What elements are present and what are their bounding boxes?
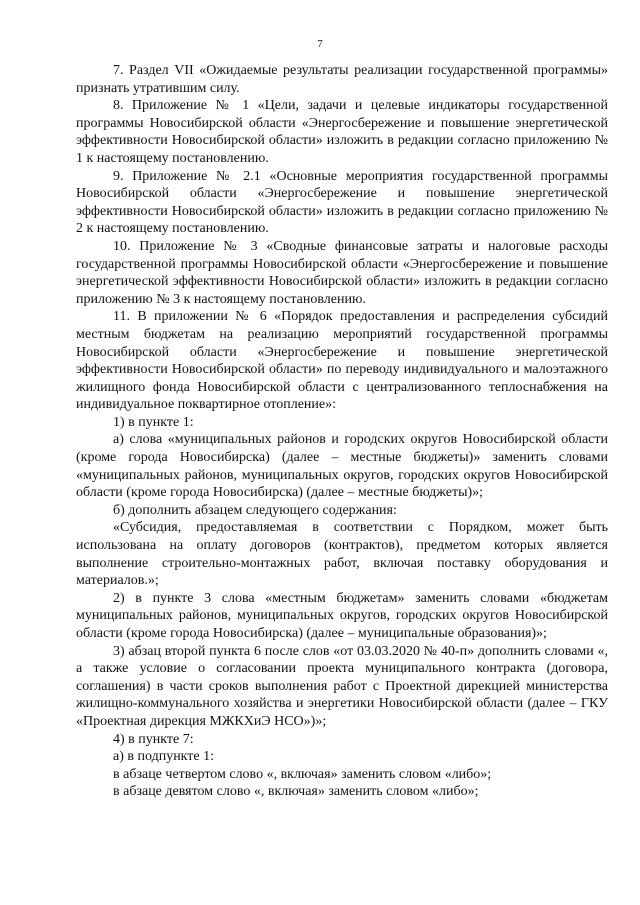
paragraph-subitem-3: 3) абзац второй пункта 6 после слов «от 03.03.2020 № 40-п» дополнить словами «, а также условие о согласовании проекта муниципального контракта (договора, соглашения) в части сроков выполнения работ с Проектной дирекцией министерства жилищно-коммунального хозяйства и энергетики Новосибирской области (далее – ГКУ «Проектная дирекция МЖКХиЭ НСО»)»; xyxy=(76,643,608,729)
paragraph-item-11: 11. В приложении № 6 «Порядок предоставления и распределения субсидий местным бюджетам на реализацию мероприятий государственной программы Новосибирской области «Энергосбережение и повышение энергетической эффективности Новосибирской области» по переводу индивидуального и малоэтажного жилищного фонда Новосибирской области с централизованного теплоснабжения на индивидуальное поквартирное отопление»: xyxy=(76,309,608,413)
paragraph-subitem-1a: а) слова «муниципальных районов и городских округов Новосибирской области (кроме города Новосибирска) (далее – местные бюджеты)» заменить словами «муниципальных районов, муниципальных округов, городских округов Новосибирской области (кроме города Новосибирска) (далее – местные бюджеты)»; xyxy=(76,432,608,501)
paragraph-item-8: 8. Приложение № 1 «Цели, задачи и целевые индикаторы государственной программы Новосибирской области «Энергосбережение и повышение энергетической эффективности Новосибирской области» изложить в редакции согласно приложению № 1 к настоящему постановлению. xyxy=(76,98,608,166)
paragraph-abzac-4: в абзаце четвертом слово «, включая» заменить словом «либо»; xyxy=(113,766,492,782)
page-number: 7 xyxy=(317,38,323,50)
document-body xyxy=(76,62,608,801)
paragraph-item-9: 9. Приложение № 2.1 «Основные мероприятия государственной программы Новосибирской области «Энергосбережение и повышение энергетической эффективности Новосибирской области» изложить в редакции согласно приложению № 2 к настоящему постановлению. xyxy=(76,168,608,237)
paragraph-quote-subsidy: «Субсидия, предоставляемая в соответствии с Порядком, может быть использована на оплату договоров (контрактов), предметом которых является выполнение строительно-монтажных работ, включая поставку оборудования и материалов.»; xyxy=(76,520,608,589)
paragraph-abzac-9: в абзаце девятом слово «, включая» заменить словом «либо»; xyxy=(113,784,479,800)
paragraph-item-7: 7. Раздел VII «Ожидаемые результаты реализации государственной программы» признать утратившим силу. xyxy=(76,63,608,96)
paragraph-subitem-1b: б) дополнить абзацем следующего содержания: xyxy=(113,502,397,518)
paragraph-subitem-4a: а) в подпункте 1: xyxy=(113,749,215,765)
paragraph-subitem-2: 2) в пункте 3 слова «местным бюджетам» заменить словами «бюджетам муниципальных районов, муниципальных округов, городских округов Новосибирской области (кроме города Новосибирска) (далее – муниципальные образования)»; xyxy=(76,590,608,641)
paragraph-subitem-4: 4) в пункте 7: xyxy=(113,731,194,747)
paragraph-subitem-1: 1) в пункте 1: xyxy=(113,414,194,430)
paragraph-item-10: 10. Приложение № 3 «Сводные финансовые затраты и налоговые расходы государственной программы Новосибирской области «Энергосбережение и повышение энергетической эффективности Новосибирской области» изложить в редакции согласно приложению № 3 к настоящему постановлению. xyxy=(76,238,608,307)
